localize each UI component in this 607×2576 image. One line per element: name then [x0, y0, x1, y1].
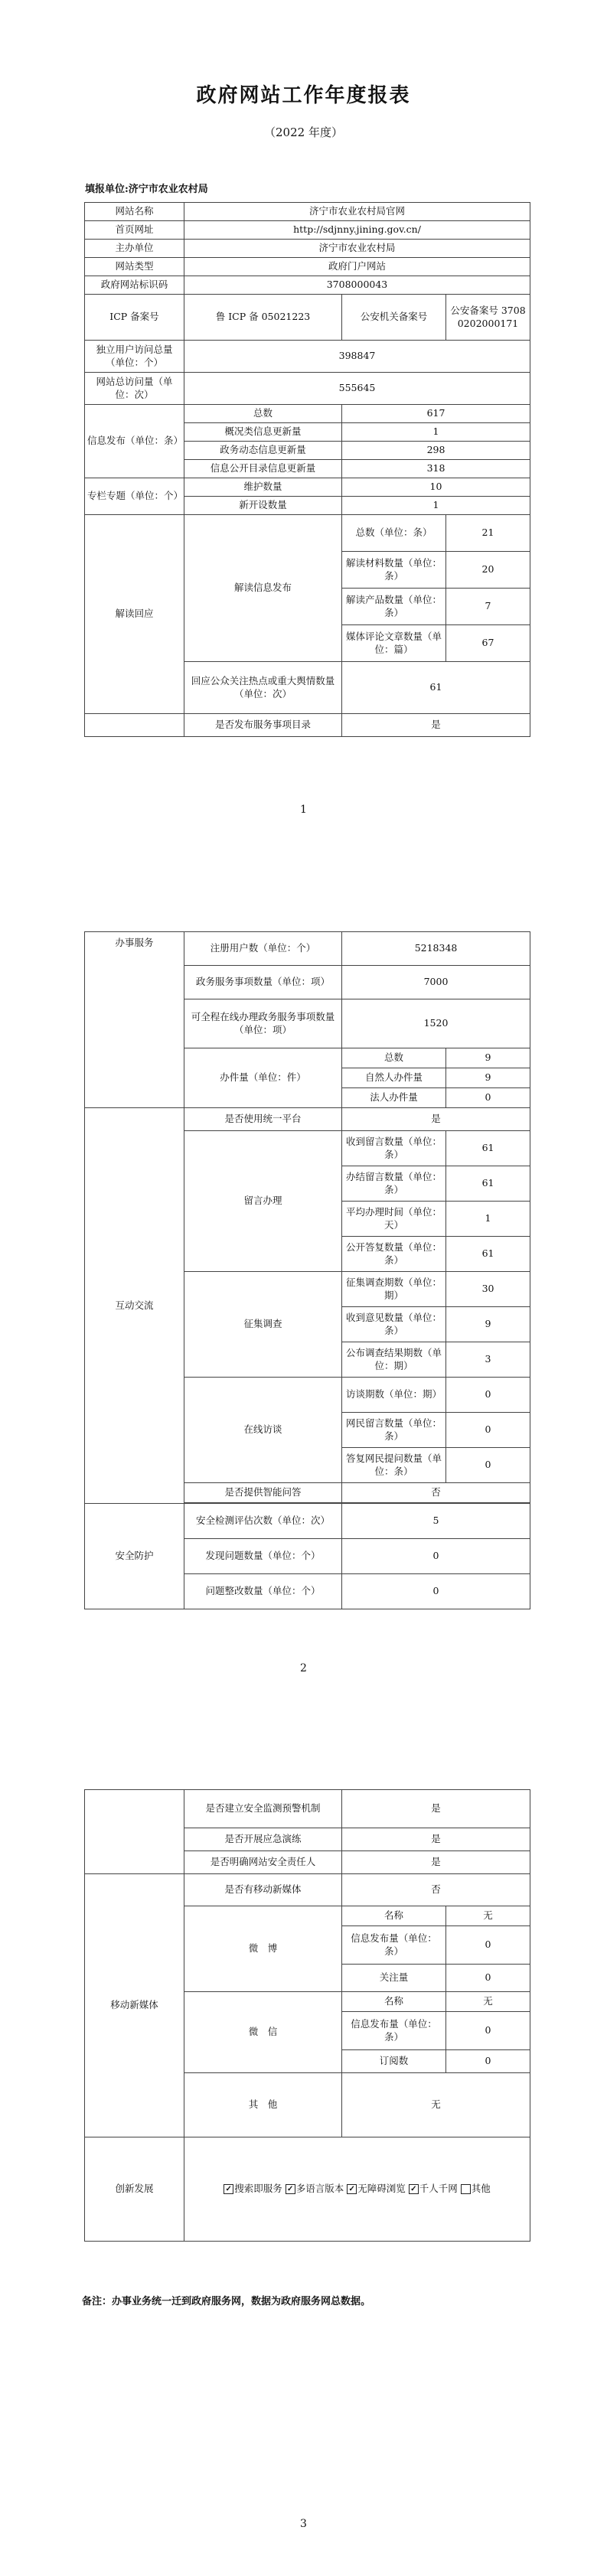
cell-value: 济宁市农业农村局官网	[184, 203, 530, 221]
cell-value: 0	[446, 1378, 530, 1413]
cell-label: 名称	[342, 1906, 446, 1926]
cell-value: 5218348	[342, 932, 530, 966]
cell-value: 政府门户网站	[184, 258, 530, 276]
cell-label: 回应公众关注热点或重大舆情数量（单位：次）	[184, 662, 342, 714]
cell-value: 济宁市农业农村局	[184, 240, 530, 258]
cell-label: 解读产品数量（单位：条）	[342, 589, 446, 625]
checkbox-empty-icon[interactable]	[461, 2184, 471, 2194]
cell-label: 关注量	[342, 1965, 446, 1992]
cell-label: 在线访谈	[184, 1378, 342, 1483]
cell-value: 20	[446, 552, 530, 589]
innovation-option[interactable]	[224, 2183, 282, 2196]
innovation-option-label: 多语言版本	[295, 2183, 344, 2195]
innovation-option-label: 千人千网	[419, 2183, 458, 2195]
cell-label: 征集调查期数（单位：期）	[342, 1272, 446, 1307]
cell-label: 平均办理时间（单位：天）	[342, 1202, 446, 1237]
cell-value: 无	[342, 2073, 530, 2137]
cell-value: 是	[342, 1828, 530, 1851]
cell-value: 555645	[184, 373, 530, 405]
cell-value: 9	[446, 1048, 530, 1068]
cell-label: 是否提供智能问答	[184, 1483, 342, 1503]
cell-label: 自然人办件量	[342, 1068, 446, 1088]
innovation-option[interactable]	[461, 2183, 491, 2196]
cell-value: 1	[342, 497, 530, 515]
cell-value: 1520	[342, 999, 530, 1048]
cell-value: 0	[446, 1448, 530, 1483]
cell-label: 解读材料数量（单位：条）	[342, 552, 446, 589]
cell-label: 是否发布服务事项目录	[184, 714, 342, 737]
cell-value: 61	[342, 662, 530, 714]
section-label: 安全防护	[85, 1504, 184, 1609]
innovation-checkbox-group	[187, 2183, 527, 2196]
footer-note: 备注：办事业务统一迁到政府服务网，数据为政府服务网总数据。	[82, 2296, 371, 2307]
cell-value: 3708000043	[184, 276, 530, 295]
cell-label: 网民留言数量（单位：条）	[342, 1413, 446, 1448]
cell-label: 网站名称	[85, 203, 184, 221]
cell-label: 维护数量	[184, 478, 342, 497]
cell-value: 7	[446, 589, 530, 625]
section-label: 互动交流	[85, 1108, 184, 1504]
cell-label: 征集调查	[184, 1272, 342, 1378]
cell-label: 网站总访问量（单位：次）	[85, 373, 184, 405]
cell-label: 主办单位	[85, 240, 184, 258]
cell-value: 是	[342, 1790, 530, 1828]
cell-label: 公开答复数量（单位：条）	[342, 1237, 446, 1272]
cell-label: 是否使用统一平台	[184, 1108, 342, 1131]
checkbox-checked-icon[interactable]: ✓	[409, 2184, 419, 2194]
cell-label: 是否开展应急演练	[184, 1828, 342, 1851]
cell-value: 9	[446, 1307, 530, 1342]
checkbox-checked-icon[interactable]: ✓	[347, 2184, 357, 2194]
homepage-url: http://sdjnny.jining.gov.cn/	[184, 221, 530, 240]
cell-label: 信息发布量（单位：条）	[342, 2012, 446, 2050]
checkbox-checked-icon[interactable]: ✓	[286, 2184, 295, 2194]
cell-value: 617	[342, 405, 530, 423]
section-label: 创新发展	[85, 2137, 184, 2242]
report-table-page-1	[84, 202, 530, 737]
section-label: 移动新媒体	[85, 1874, 184, 2137]
cell-value: 是	[342, 714, 530, 737]
page-title: 政府网站工作年度报表	[196, 84, 411, 107]
page-number: 2	[300, 1662, 307, 1674]
cell-label: 网站类型	[85, 258, 184, 276]
cell-label: 办件量（单位：件）	[184, 1048, 342, 1108]
section-label: 办事服务	[85, 932, 184, 1108]
cell-label: 解读信息发布	[184, 515, 342, 662]
innovation-option-label: 其他	[471, 2183, 491, 2195]
cell-value: 0	[446, 1088, 530, 1108]
cell-value: 0	[446, 2012, 530, 2050]
cell-blank	[85, 714, 184, 737]
cell-label: 可全程在线办理政务服务事项数量（单位：项）	[184, 999, 342, 1048]
cell-label: 总数	[342, 1048, 446, 1068]
page-number: 3	[300, 2518, 307, 2530]
cell-label: 收到意见数量（单位：条）	[342, 1307, 446, 1342]
cell-label: 访谈期数（单位：期）	[342, 1378, 446, 1413]
cell-label: 政务动态信息更新量	[184, 442, 342, 460]
report-table-page-2	[84, 931, 530, 1609]
section-label: 解读回应	[85, 515, 184, 714]
cell-label: 发现问题数量（单位：个）	[184, 1539, 342, 1574]
cell-value: 61	[446, 1166, 530, 1202]
cell-value: 21	[446, 515, 530, 552]
cell-label: 公安机关备案号	[342, 295, 446, 341]
cell-value: 鲁 ICP 备 05021223	[184, 295, 342, 341]
cell-value: 7000	[342, 966, 530, 999]
cell-label: 是否明确网站安全责任人	[184, 1851, 342, 1874]
checkbox-checked-icon[interactable]: ✓	[224, 2184, 233, 2194]
report-table-page-3	[84, 1789, 530, 2242]
innovation-option[interactable]	[286, 2183, 344, 2196]
cell-label: 信息发布量（单位：条）	[342, 1926, 446, 1965]
cell-label: 办结留言数量（单位：条）	[342, 1166, 446, 1202]
cell-label: 注册用户数（单位：个）	[184, 932, 342, 966]
cell-value: 1	[446, 1202, 530, 1237]
cell-value: 否	[342, 1483, 530, 1503]
cell-label: 是否有移动新媒体	[184, 1874, 342, 1906]
cell-label: ICP 备案号	[85, 295, 184, 341]
cell-label: 问题整改数量（单位：个）	[184, 1574, 342, 1609]
cell-label: 信息公开目录信息更新量	[184, 460, 342, 478]
cell-label: 其 他	[184, 2073, 342, 2137]
cell-value: 0	[446, 1965, 530, 1992]
cell-value: 67	[446, 625, 530, 662]
filler-unit: 填报单位:济宁市农业农村局	[85, 184, 208, 195]
innovation-options	[184, 2137, 530, 2242]
cell-label: 留言办理	[184, 1131, 342, 1272]
cell-value: 61	[446, 1131, 530, 1166]
innovation-option-label: 无障碍浏览	[357, 2183, 406, 2195]
cell-label: 政务服务事项数量（单位：项）	[184, 966, 342, 999]
cell-value: 是	[342, 1108, 530, 1131]
cell-value: 0	[446, 2050, 530, 2073]
innovation-option[interactable]	[347, 2183, 406, 2196]
cell-label: 微 博	[184, 1906, 342, 1992]
cell-value: 318	[342, 460, 530, 478]
page-number: 1	[300, 804, 307, 816]
cell-label: 安全检测评估次数（单位：次）	[184, 1504, 342, 1539]
cell-value: 无	[446, 1992, 530, 2012]
cell-blank	[85, 1790, 184, 1874]
cell-value: 1	[342, 423, 530, 442]
cell-label: 新开设数量	[184, 497, 342, 515]
cell-label: 概况类信息更新量	[184, 423, 342, 442]
cell-label: 媒体评论文章数量（单位：篇）	[342, 625, 446, 662]
cell-value: 298	[342, 442, 530, 460]
cell-value: 10	[342, 478, 530, 497]
cell-value: 3	[446, 1342, 530, 1378]
cell-label: 总数（单位：条）	[342, 515, 446, 552]
cell-value: 无	[446, 1906, 530, 1926]
cell-label: 答复网民提问数量（单位：条）	[342, 1448, 446, 1483]
cell-label: 独立用户访问总量（单位：个）	[85, 341, 184, 373]
cell-value: 是	[342, 1851, 530, 1874]
cell-label: 首页网址	[85, 221, 184, 240]
cell-value: 5	[342, 1504, 530, 1539]
cell-value: 9	[446, 1068, 530, 1088]
innovation-option-label: 搜索即服务	[234, 2183, 282, 2195]
cell-value: 0	[446, 1926, 530, 1965]
cell-label: 政府网站标识码	[85, 276, 184, 295]
cell-value: 61	[446, 1237, 530, 1272]
cell-value: 0	[342, 1574, 530, 1609]
cell-label: 公布调查结果期数（单位：期）	[342, 1342, 446, 1378]
cell-value: 30	[446, 1272, 530, 1307]
cell-value: 398847	[184, 341, 530, 373]
cell-label: 名称	[342, 1992, 446, 2012]
cell-label: 是否建立安全监测预警机制	[184, 1790, 342, 1828]
cell-label: 微 信	[184, 1992, 342, 2073]
cell-label: 收到留言数量（单位：条）	[342, 1131, 446, 1166]
cell-value: 0	[446, 1413, 530, 1448]
cell-value: 0	[342, 1539, 530, 1574]
cell-label: 法人办件量	[342, 1088, 446, 1108]
page-subtitle: （2022 年度）	[264, 126, 343, 139]
cell-label: 总数	[184, 405, 342, 423]
innovation-option[interactable]	[409, 2183, 458, 2196]
cell-value: 否	[342, 1874, 530, 1906]
cell-label: 订阅数	[342, 2050, 446, 2073]
section-label: 信息发布（单位：条）	[85, 405, 184, 478]
section-label: 专栏专题（单位：个）	[85, 478, 184, 515]
cell-value: 公安备案号 37080202000171	[446, 295, 530, 341]
